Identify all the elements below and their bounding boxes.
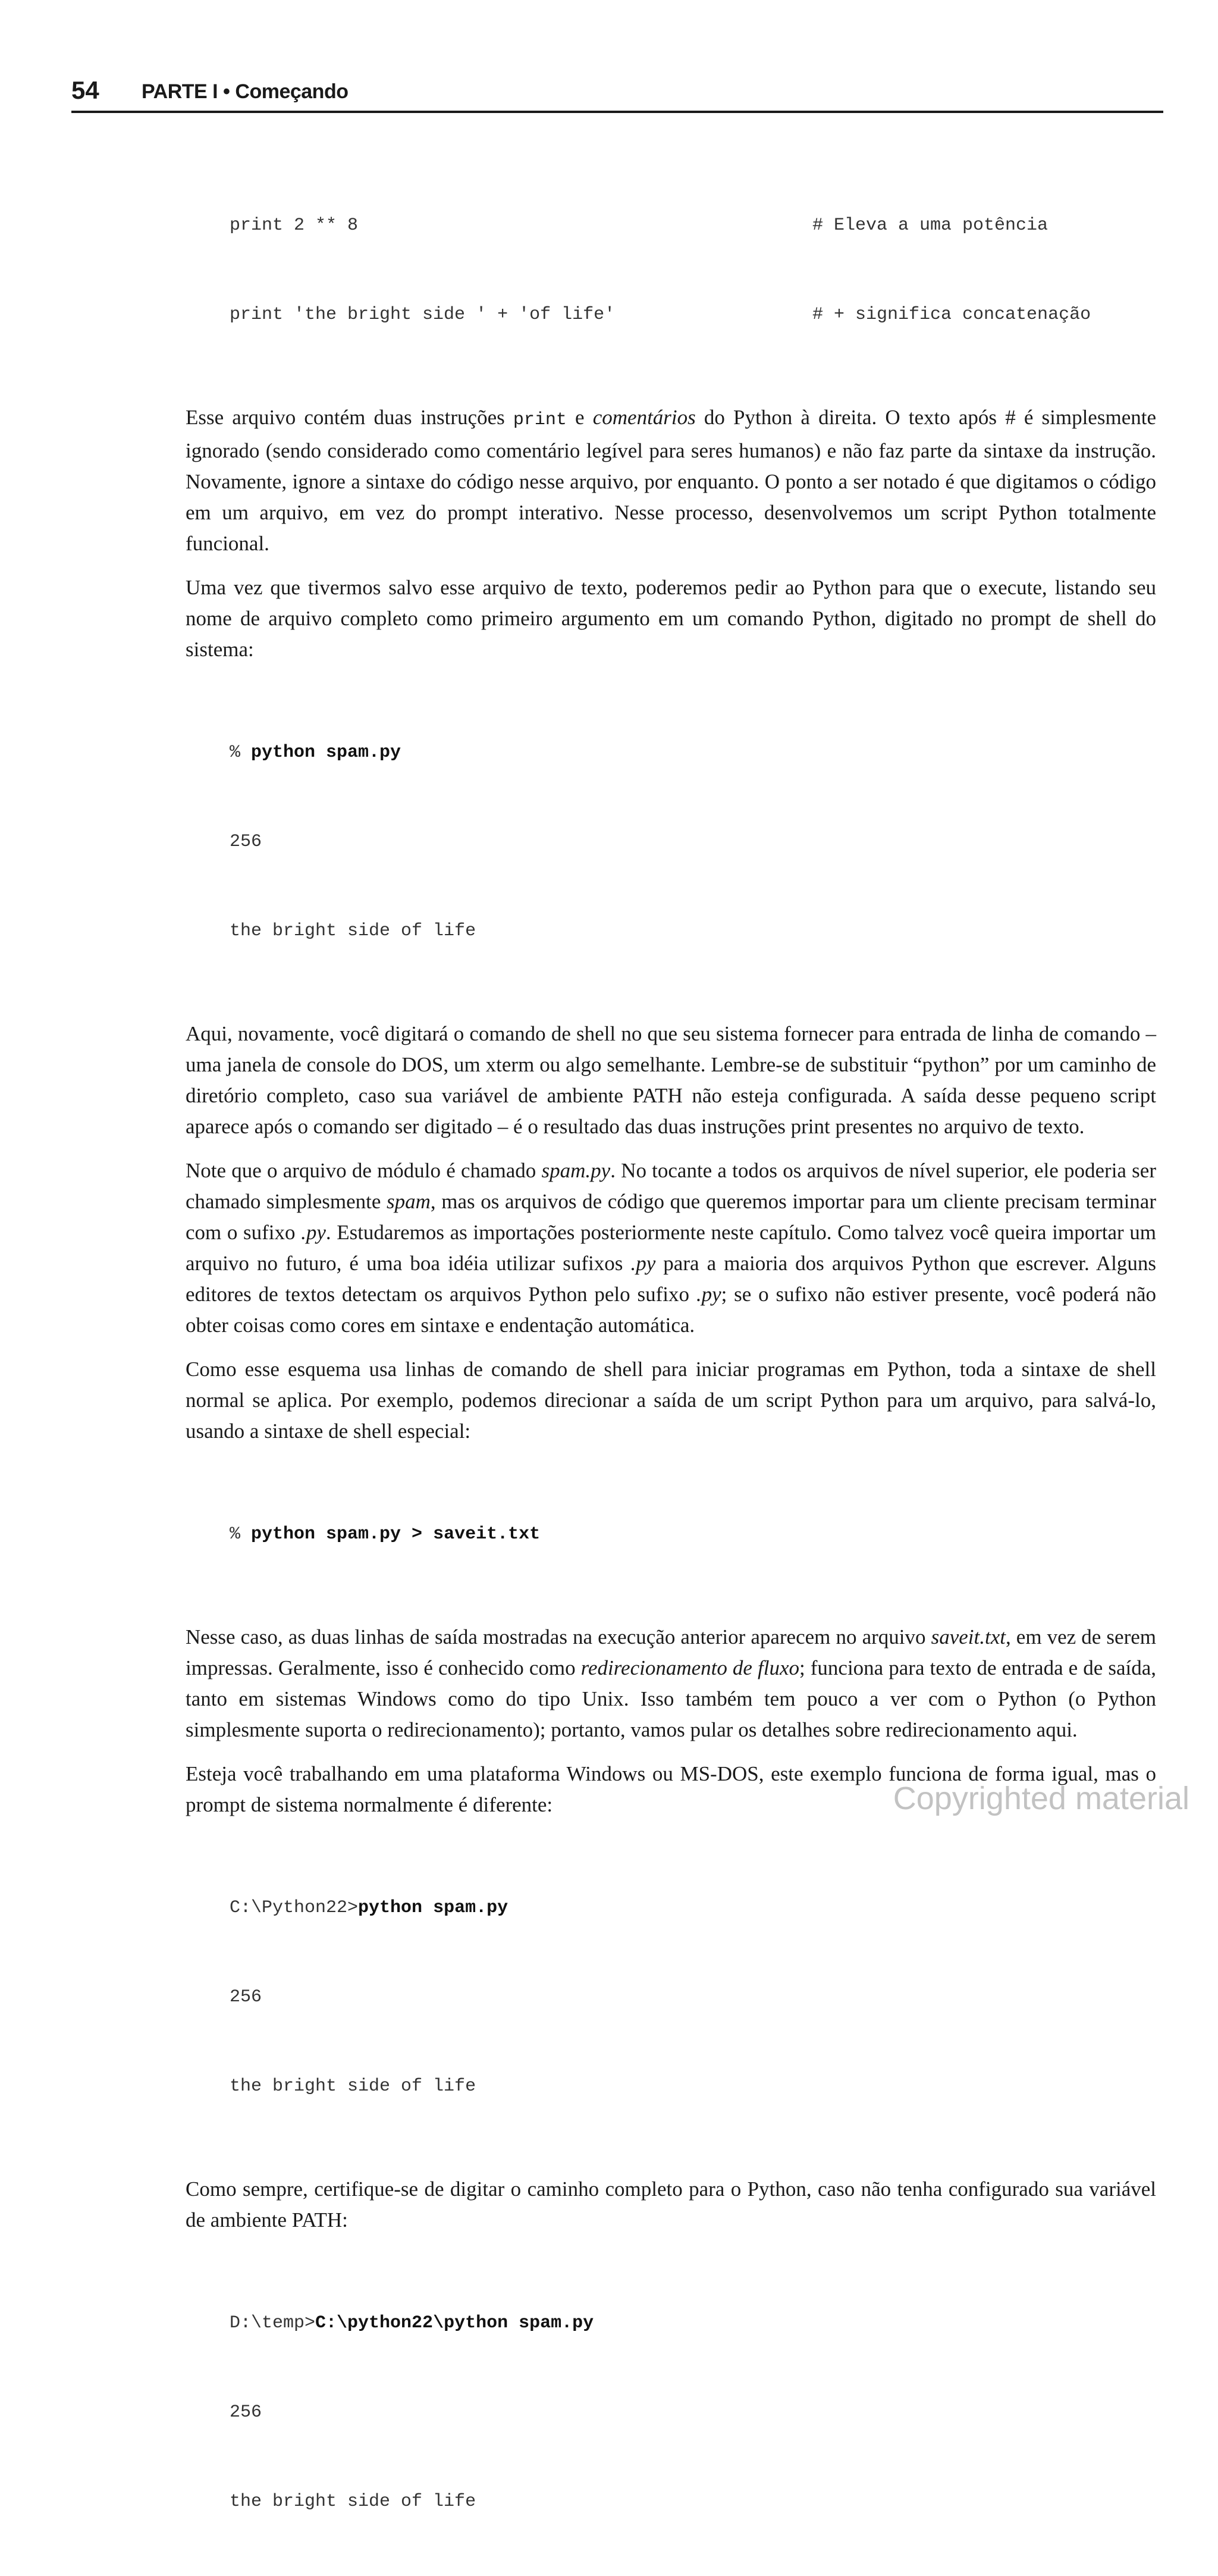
emphasis: redirecionamento de fluxo xyxy=(580,1656,799,1679)
code-block-print xyxy=(230,151,1156,389)
shell-command: python spam.py xyxy=(358,1898,508,1918)
page-body xyxy=(186,151,1156,2576)
code-comment: # Eleva a uma potência xyxy=(812,215,1049,236)
paragraph: Note que o arquivo de módulo é chamado spam.py. No tocante a todos os arquivos de nível superior, ele poderia ser chamado simplesmente spam, mas os arquivos de código que queremos importar para um cliente precisam terminar com o sufixo .py. Estudaremos as importações posteriormente neste capítulo. Como talvez você queira importar um arquivo no futuro, é uma boa idéia utilizar sufixos .py para a maioria dos arquivos Python que escrever. Alguns editores de textos detectam os arquivos Python pelo sufixo .py; se o sufixo não estiver presente, você poderá não obter coisas como cores em sintaxe e endentação automática. xyxy=(186,1159,1156,1337)
code-line xyxy=(230,738,1156,767)
paragraph: Como sempre, certifique-se de digitar o caminho completo para o Python, caso não tenha configurado sua variável de ambiente PATH: xyxy=(186,2177,1156,2232)
page-header xyxy=(71,76,1163,113)
shell-prompt: D:\temp> xyxy=(230,2313,316,2333)
shell-command: C:\python22\python spam.py xyxy=(315,2313,594,2333)
code-line xyxy=(230,1893,1156,1923)
emphasis: .py xyxy=(630,1252,656,1275)
shell-prompt: C:\Python22> xyxy=(230,1898,359,1918)
code-line xyxy=(230,1519,1156,1549)
code-output: 256 xyxy=(230,2402,262,2423)
shell-command: python spam.py > saveit.txt xyxy=(251,1524,541,1544)
code-text: print 'the bright side ' + 'of life' xyxy=(230,305,616,325)
paragraph: Uma vez que tivermos salvo esse arquivo de texto, poderemos pedir ao Python para que o execute, listando seu nome de arquivo completo como primeiro argumento em um comando Python, digitado no prompt de shell do sistema: xyxy=(186,576,1156,661)
emphasis: .py xyxy=(696,1283,721,1306)
inline-code: print xyxy=(513,410,567,430)
shell-prompt: % xyxy=(230,1524,252,1544)
emphasis: spam xyxy=(387,1190,431,1213)
paragraph: Como esse esquema usa linhas de comando de shell para iniciar programas em Python, toda a sintaxe de shell normal se aplica. Por exemplo, podemos direcionar a saída de um script Python para um arquivo, para salvá-lo, usando a sintaxe de shell especial: xyxy=(186,1358,1156,1443)
paragraph: Aqui, novamente, você digitará o comando de shell no que seu sistema fornecer para entrada de linha de comando – uma janela de console do DOS, um xterm ou algo semelhante. Lembre-se de substituir “python” por um caminho de diretório completo, caso sua variável de ambiente PATH não esteja configurada. A saída desse pequeno script aparece após o comando ser digitado – é o resultado das duas instruções print presentes no arquivo de texto. xyxy=(186,1022,1156,1138)
code-line xyxy=(230,300,1156,330)
emphasis: .py xyxy=(301,1221,326,1244)
code-line xyxy=(230,211,1156,240)
paragraph: Esse arquivo contém duas instruções print e comentários do Python à direita. O texto após # é simplesmente ignorado (sendo considerado como comentário legível para seres humanos) e não faz parte da sintaxe da instrução. Novamente, ignore a sintaxe do código nesse arquivo, por enquanto. O ponto a ser notado é que digitamos o código em um arquivo, em vez do prompt interativo. Nesse processo, desenvolvemos um script Python totalmente funcional. xyxy=(186,406,1156,555)
emphasis: spam.py xyxy=(541,1159,611,1182)
code-line xyxy=(230,2308,1156,2338)
code-output: 256 xyxy=(230,1987,262,2007)
code-output: the bright side of life xyxy=(230,2076,476,2096)
shell-command: python spam.py xyxy=(251,742,401,763)
copyright-watermark: Copyrighted material xyxy=(893,1781,1189,1816)
code-output: 256 xyxy=(230,832,262,852)
code-block-full-path xyxy=(230,2249,1156,2576)
code-text: print 2 ** 8 xyxy=(230,215,359,236)
code-block-windows xyxy=(230,1834,1156,2161)
running-head: PARTE I • Começando xyxy=(142,80,349,103)
code-output: the bright side of life xyxy=(230,2492,476,2512)
code-output: the bright side of life xyxy=(230,921,476,941)
emphasis: saveit.txt xyxy=(931,1625,1006,1649)
paragraph: Esteja você trabalhando em uma plataforma Windows ou MS-DOS, este exemplo funciona de forma igual, mas o prompt de sistema normalmente é diferente: xyxy=(186,1762,1156,1816)
code-comment: # + significa concatenação xyxy=(812,305,1091,325)
code-block-redirect xyxy=(230,1460,1156,1609)
code-block-shell-run xyxy=(230,678,1156,1005)
shell-prompt: % xyxy=(230,742,252,763)
paragraph: Nesse caso, as duas linhas de saída mostradas na execução anterior aparecem no arquivo saveit.txt, em vez de serem impressas. Geralmente, isso é conhecido como redirecionamento de fluxo; funciona para texto de entrada e de saída, tanto em sistemas Windows como do tipo Unix. Isso também tem pouco a ver com o Python (o Python simplesmente suporta o redirecionamento); portanto, vamos pular os detalhes sobre redirecionamento aqui. xyxy=(186,1625,1156,1741)
emphasis: comentários xyxy=(592,406,696,429)
page-number: 54 xyxy=(71,76,99,104)
